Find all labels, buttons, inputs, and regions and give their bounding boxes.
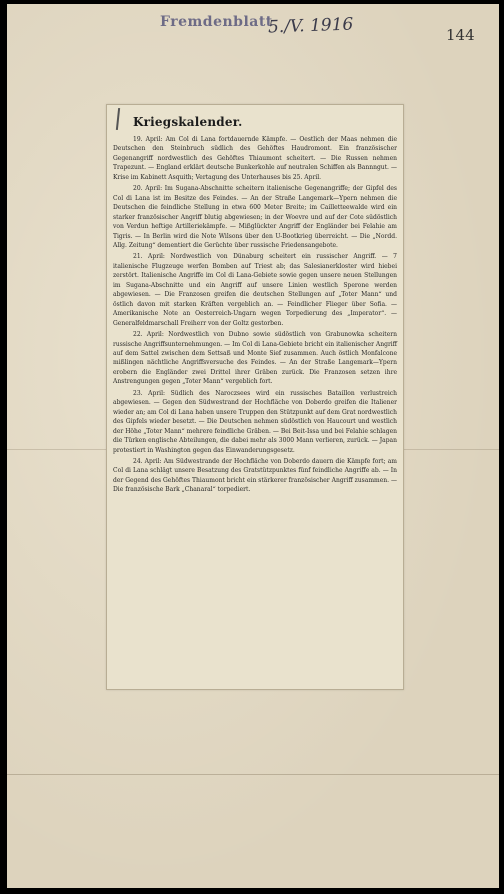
calendar-entry: 20. April: Im Sugana-Abschnitte scheitern italienische Gegenangriffe; der Gipfel des Col di Lana ist im Besitze des Feindes. — An der Straße Langemark—Ypern nehmen die Deutschen die feindliche Stellung in etwa 600 Meter Breite; im Cailletteewalde wird ein starker französischer Angriff blutig abgewiesen; in der Woevre und auf der Cote südöstlich von Verdun heftige Artilleriekämpfe. — Mißglückter Angriff der Engländer bei Felahie am Tigris. — In Berlin wird die Note Wilsons über den U-Bootkrieg überreicht. — Die „Nordd. Allg. Zeitung“ dementiert die Gerüchte über russische Friedensangebote. — [113, 185, 397, 249]
calendar-entry: 23. April: Südlich des Naroczsees wird ein russisches Bataillon verlustreich abgewiesen. — Gegen den Südwestrand der Hochfläche von Doberdo greifen die Italiener wieder an; am Col di Lana haben unsere Truppen den Stützpunkt auf dem Grat nordwestlich des Gipfels wieder besetzt. — Die Deutschen nehmen südöstlich von Haucourt und westlich der Höhe „Toter Mann“ mehrere feindliche Gräben. — Bei Beit-Issa und bei Felahie schlagen die Türken englische Abteilungen, die dabei mehr als 3000 Mann verlieren, zurück. — Japan protestiert in Washington gegen das Einwanderungsgesetz. — [113, 389, 397, 454]
newspaper-clipping — [106, 104, 404, 690]
clipping-title: Kriegskalender. — [133, 115, 243, 129]
calendar-entry: 22. April: Nordwestlich von Dubno sowie südöstlich von Grabunowka scheitern russische Angriffsunternehmungen. — Im Col di Lana-Gebiete bricht ein italienischer Angriff auf dem Sattel zwischen dem Settsaß und Monte Sief zusammen. Auch östlich Monfalcone mißlingen nächtliche Angriffsversuche des Feindes. — An der Straße Langemark—Ypern erobern die Engländer zwei Drittel ihrer Gräben zurück. Die Franzosen setzen ihre Anstrengungen gegen „Toter Mann“ vergeblich fort. — [113, 331, 397, 386]
calendar-entry: 21. April: Nordwestlich von Dünaburg scheitert ein russischer Angriff. — 7 italienische Flugzeuge werfen Bomben auf Triest ab; das Salesianerkloster wird hiebei zerstört. Italienische Angriffe im Col di Lana-Gebiete sowie gegen unsere neuen Stellungen im Sugana-Abschnitte und ein Angriff auf unsere Linien westlich Sperone werden abgewiesen. — Die Franzosen greifen die deutschen Stellungen auf „Toter Mann“ und östlich davon mit starken Kräften vergeblich an. — Feindlicher Flieger über Sofia. — Amerikanische Note an Oesterreich-Ungarn wegen Torpedierung des „Imperator“. — Generalfeldmarschall Freiherr von der Goltz gestorben. — [113, 253, 397, 327]
calendar-entry: 19. April: Am Col di Lana fortdauernde Kämpfe. — Oestlich der Maas nehmen die Deutschen den Steinbruch südlich des Gehöftes Haudromont. Ein französischer Gegenangriff nordwestlich des Gehöftes Thiaumont scheitert. — Die Russen nehmen Trapezunt. — England erklärt deutsche Bunkerkohle auf neutralen Schiffen als Bannngut. — Krise im Kabinett Asquith; Vertagung des Unterhauses bis 25. April. — [113, 136, 397, 181]
source-stamp: Fremdenblatt — [160, 14, 273, 30]
sheet-fold-line — [7, 774, 499, 775]
calendar-entry: 24. April: Am Südwestrande der Hochfläche von Doberdo dauern die Kämpfe fort; am Col di Lana schlägt unsere Besatzung des Gratstützpunktes fünf feindliche Angriffe ab. — In der Gegend des Gehöftes Thiaumont bricht ein stärkerer französischer Angriff zusammen. — Die französische Bark „Chanaral“ torpediert. — [113, 457, 397, 494]
handwritten-date: 5./V. 1916 — [267, 14, 354, 38]
page-number: 144 — [446, 26, 475, 44]
